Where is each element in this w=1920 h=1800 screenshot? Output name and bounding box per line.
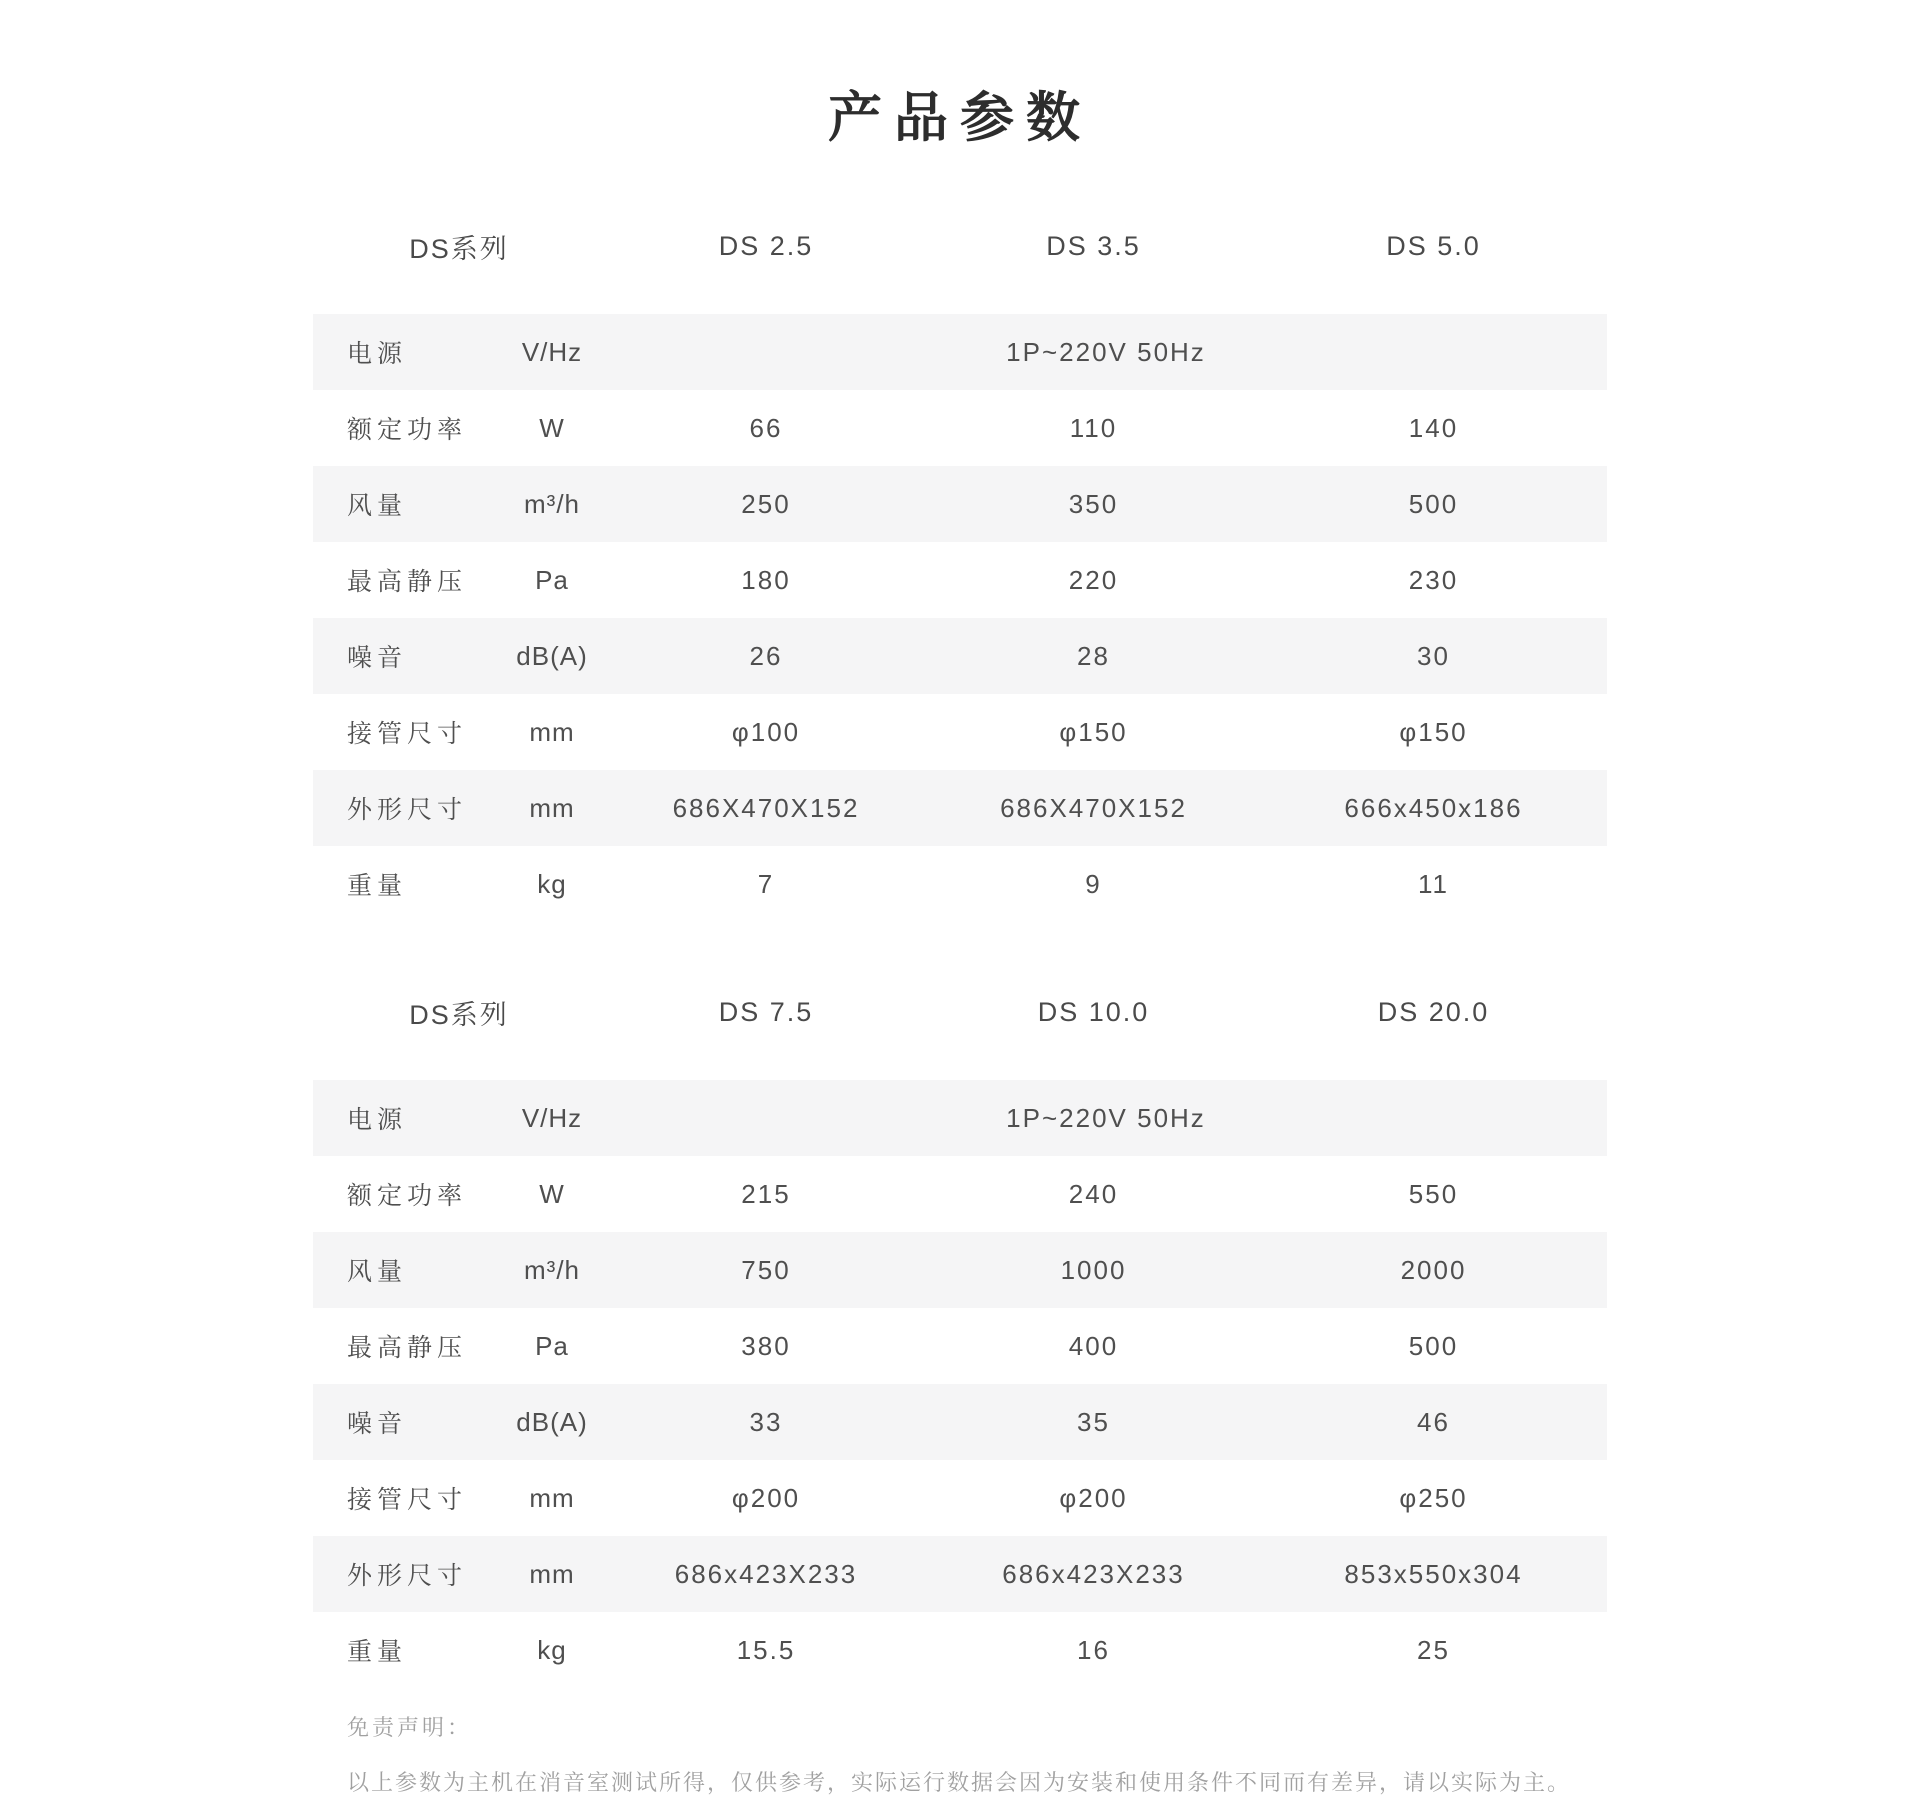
row-value: 9 <box>1085 868 1102 899</box>
row-value: 686X470X152 <box>672 792 860 823</box>
table-row-static-pressure <box>313 542 1607 618</box>
row-value: φ100 <box>731 716 801 747</box>
table-row-weight <box>313 846 1607 922</box>
table-row-pipe-size <box>313 694 1607 770</box>
series-label: DS系列 <box>409 999 509 1030</box>
row-label: 接管尺寸 <box>347 720 468 748</box>
model-header: DS 20.0 <box>1377 996 1490 1027</box>
table-row-air-volume <box>313 1232 1607 1308</box>
row-value: 350 <box>1068 488 1119 519</box>
row-value: 240 <box>1068 1178 1119 1209</box>
series-label: DS系列 <box>409 233 509 264</box>
row-merged-value: 1P~220V 50Hz <box>1006 336 1206 367</box>
row-label: 外形尺寸 <box>347 796 468 824</box>
table-row-rated-power <box>313 390 1607 466</box>
row-value: 550 <box>1408 1178 1459 1209</box>
row-value: 35 <box>1077 1406 1110 1437</box>
model-header: DS 7.5 <box>718 996 814 1027</box>
row-value: 220 <box>1068 564 1119 595</box>
row-unit: V/Hz <box>521 336 583 367</box>
row-value: 2000 <box>1400 1254 1467 1285</box>
table-row-air-volume <box>313 466 1607 542</box>
row-merged-value: 1P~220V 50Hz <box>1006 1102 1206 1133</box>
row-label: 重量 <box>347 872 408 900</box>
table-row-pipe-size <box>313 1460 1607 1536</box>
model-header: DS 5.0 <box>1386 230 1481 261</box>
row-label: 重量 <box>347 1638 408 1666</box>
row-value: 400 <box>1068 1330 1119 1361</box>
row-label: 外形尺寸 <box>347 1562 468 1590</box>
table-row-dimensions <box>313 1536 1607 1612</box>
model-header: DS 2.5 <box>718 230 814 261</box>
row-label: 风量 <box>347 1258 408 1286</box>
row-value: 180 <box>741 564 791 595</box>
row-label: 最高静压 <box>347 568 468 596</box>
row-unit: mm <box>529 1558 575 1589</box>
row-unit: Pa <box>535 1330 569 1361</box>
table-row-noise <box>313 618 1607 694</box>
row-value: 686x423X233 <box>1002 1558 1185 1589</box>
table-header-row <box>313 220 1607 272</box>
row-unit: dB(A) <box>516 1406 588 1437</box>
row-label: 噪音 <box>347 1410 408 1438</box>
row-value: 686x423X233 <box>674 1558 858 1589</box>
table-row-noise <box>313 1384 1607 1460</box>
row-value: 25 <box>1417 1634 1450 1665</box>
row-unit: kg <box>537 868 567 899</box>
row-unit: m³/h <box>524 488 580 519</box>
row-value: φ200 <box>1059 1482 1128 1513</box>
row-label: 额定功率 <box>347 1182 468 1210</box>
row-value: 26 <box>749 640 783 671</box>
spec-table-ds-large <box>313 986 1607 1688</box>
row-value: 16 <box>1077 1634 1110 1665</box>
row-value: 853x550x304 <box>1344 1558 1523 1589</box>
row-unit: kg <box>537 1634 567 1665</box>
row-value: 110 <box>1069 412 1118 443</box>
row-unit: dB(A) <box>516 640 588 671</box>
row-label: 接管尺寸 <box>347 1486 468 1514</box>
row-unit: W <box>539 412 565 443</box>
row-label: 噪音 <box>347 644 408 672</box>
row-value: 11 <box>1418 868 1449 899</box>
row-unit: m³/h <box>524 1254 580 1285</box>
row-unit: mm <box>529 792 575 823</box>
row-unit: W <box>539 1178 565 1209</box>
table-row-weight <box>313 1612 1607 1688</box>
row-label: 风量 <box>347 492 408 520</box>
row-value: 686X470X152 <box>1000 792 1187 823</box>
table-row-power <box>313 1080 1607 1156</box>
row-unit: V/Hz <box>521 1102 583 1133</box>
row-label: 电源 <box>347 1106 408 1134</box>
table-row-static-pressure <box>313 1308 1607 1384</box>
model-header: DS 3.5 <box>1046 230 1141 261</box>
row-label: 额定功率 <box>347 416 468 444</box>
row-label: 最高静压 <box>347 1334 468 1362</box>
disclaimer-heading: 免责声明： <box>347 1715 473 1740</box>
row-value: 250 <box>741 488 791 519</box>
row-value: 66 <box>749 412 783 443</box>
table-row-rated-power <box>313 1156 1607 1232</box>
disclaimer-text: 以上参数为主机在消音室测试所得，仅供参考，实际运行数据会因为安装和使用条件不同而有差异，请以实际为主。 <box>347 1770 1572 1795</box>
table-row-power <box>313 314 1607 390</box>
table-row-dimensions <box>313 770 1607 846</box>
row-value: φ200 <box>731 1482 801 1513</box>
model-header: DS 10.0 <box>1037 996 1150 1027</box>
row-value: φ150 <box>1399 716 1468 747</box>
row-unit: mm <box>529 716 575 747</box>
row-label: 电源 <box>347 340 408 368</box>
row-value: φ150 <box>1059 716 1128 747</box>
row-unit: mm <box>529 1482 575 1513</box>
row-value: 750 <box>741 1254 791 1285</box>
row-value: 140 <box>1408 412 1459 443</box>
row-unit: Pa <box>535 564 569 595</box>
row-value: 215 <box>741 1178 791 1209</box>
page-title: 产品参数 <box>828 88 1092 148</box>
row-value: 33 <box>749 1406 783 1437</box>
row-value: 28 <box>1077 640 1110 671</box>
row-value: 500 <box>1408 1330 1459 1361</box>
row-value: 15.5 <box>736 1634 796 1665</box>
row-value: 500 <box>1408 488 1459 519</box>
row-value: 30 <box>1417 640 1450 671</box>
spec-table-ds-small <box>313 220 1607 922</box>
table-header-row <box>313 986 1607 1038</box>
row-value: 7 <box>757 868 775 899</box>
row-value: 380 <box>741 1330 791 1361</box>
row-value: 1000 <box>1060 1254 1127 1285</box>
row-value: φ250 <box>1399 1482 1468 1513</box>
row-value: 230 <box>1408 564 1459 595</box>
row-value: 666x450x186 <box>1344 792 1523 823</box>
row-value: 46 <box>1417 1406 1450 1437</box>
